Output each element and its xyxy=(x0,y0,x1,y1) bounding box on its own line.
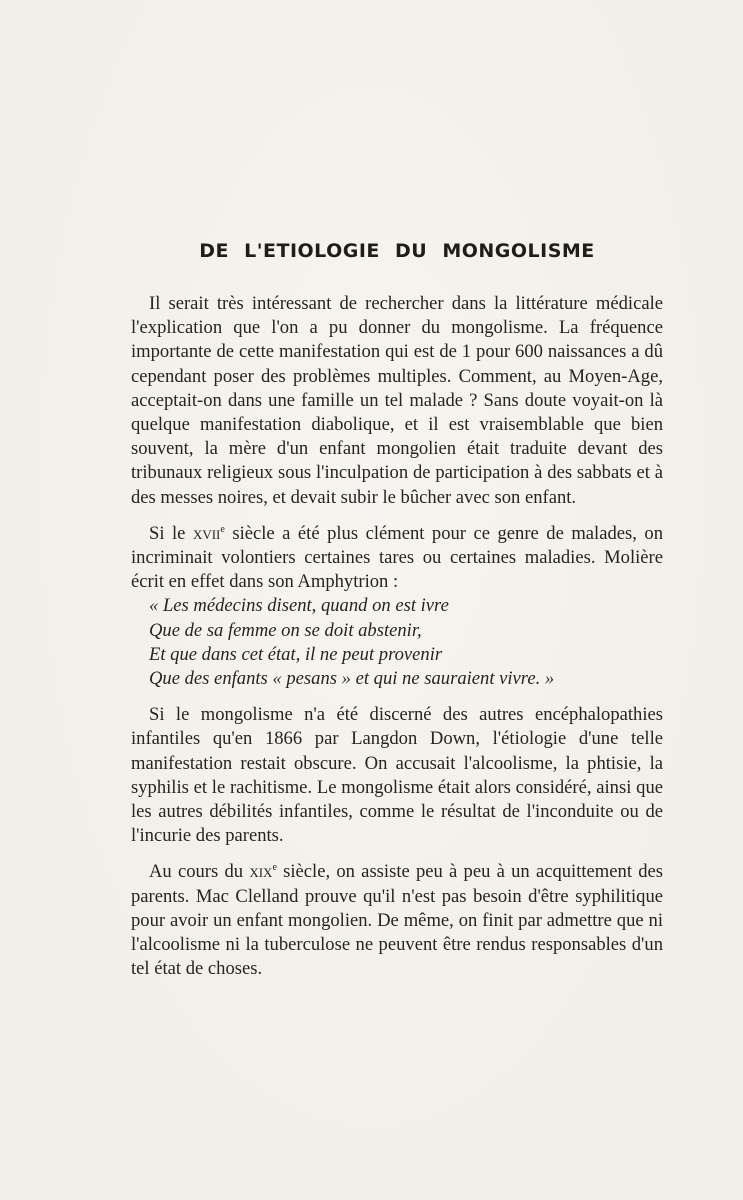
century-19-sup: e xyxy=(272,862,277,874)
paragraph-3: Si le mongolisme n'a été discerné des autres encéphalopathies infantiles qu'en 1866 par Langdon Down, l'étiologie d'une telle manifestation restait obscure. On accusait l'alcoolisme, la phtisie, la syphilis et le rachitisme. Le mongolisme était alors considéré, ainsi que les autres débilités infantiles, comme le résultat de l'inconduite ou de l'incurie des parents. xyxy=(131,704,663,847)
century-17: xvii xyxy=(192,522,221,544)
century-19: xix xyxy=(249,861,273,883)
verse-line-4: Que des enfants « pesans » et qui ne sauraient vivre. » xyxy=(149,668,555,690)
verse-quote xyxy=(131,594,663,691)
document-body xyxy=(131,240,663,981)
paragraph-1: Il serait très intéressant de rechercher dans la littérature médicale l'explication que l'on a pu donner du mongolisme. La fréquence importante de cette manifestation qui est de 1 pour 600 naissances a dû cependant poser des problèmes multiples. Comment, au Moyen-Age, acceptait-on dans une famille un tel malade ? Sans doute voyait-on là quelque manifestation diabolique, et il est vraisemblable que bien souvent, la mère d'un enfant mongolien était traduite devant des tribunaux religieux sous l'inculpation de participation à des sabbats et à des messes noires, et devait subir le bûcher avec son enfant. xyxy=(131,293,663,508)
paragraph-4-start: Au cours du xyxy=(149,861,244,883)
paragraph-2-start: Si le xyxy=(149,522,186,544)
paragraph-2-rest: siècle a été plus clément pour ce genre de malades, on incriminait volontiers certaines tares ou certaines maladies. Molière écrit en effet dans son Amphytrion : xyxy=(131,522,663,593)
verse-line-3: Et que dans cet état, il ne peut provenir xyxy=(149,643,443,665)
verse-line-2: Que de sa femme on se doit abstenir, xyxy=(149,619,422,641)
verse-line-1: « Les médecins disent, quand on est ivre xyxy=(149,595,449,617)
paragraph-2 xyxy=(131,522,663,595)
paragraph-4-rest: siècle, on assiste peu à peu à un acquittement des parents. Mac Clelland prouve qu'il n'est pas besoin d'être syphilitique pour avoir un enfant mongolien. De même, on finit par admettre que ni l'alcoolisme ni la tuberculose ne peuvent être rendus responsables d'un tel état de choses. xyxy=(131,861,664,980)
century-17-sup: e xyxy=(220,523,225,535)
page-title: DE L'ETIOLOGIE DU MONGOLISME xyxy=(199,240,595,262)
paragraph-4 xyxy=(131,860,663,981)
